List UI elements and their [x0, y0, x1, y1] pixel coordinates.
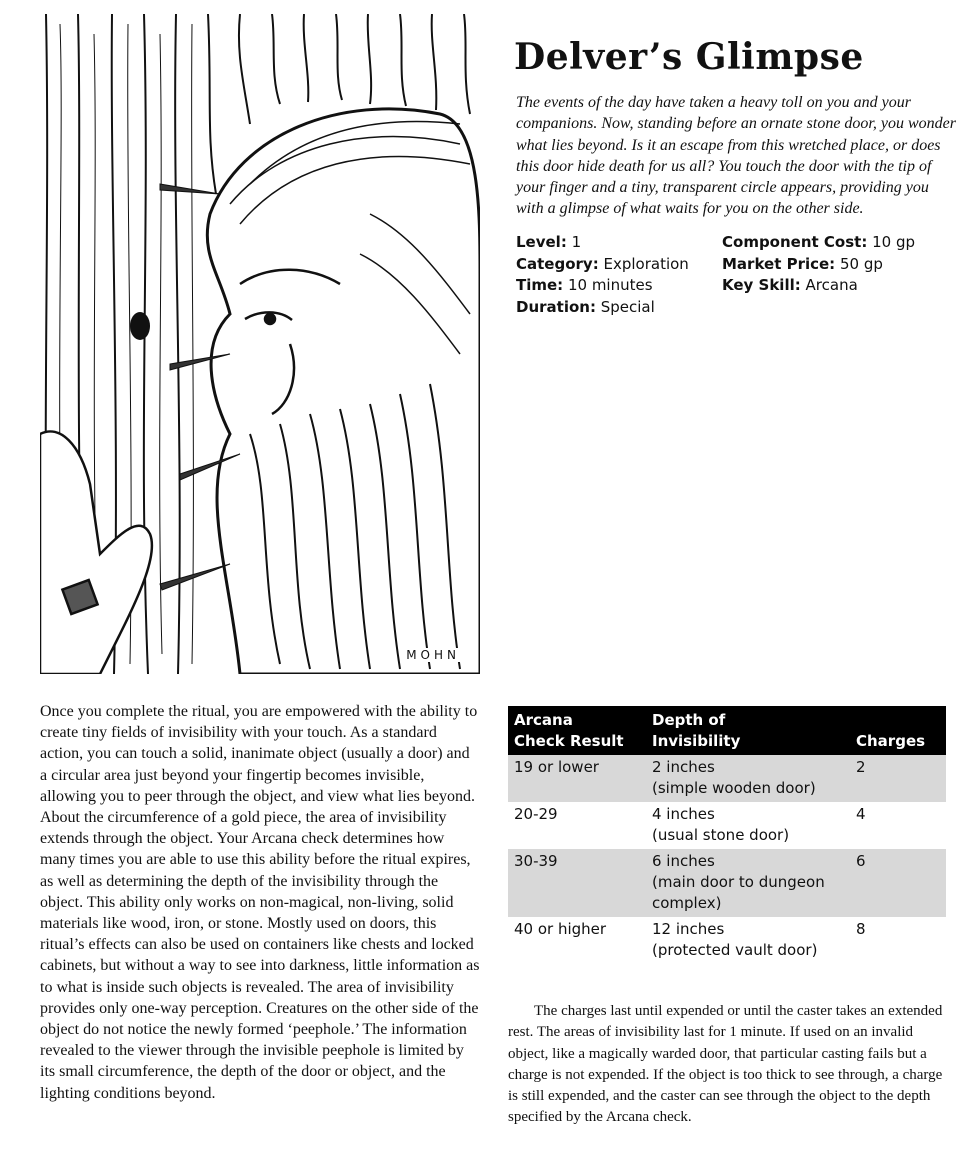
- table-row: [508, 755, 946, 802]
- stat-time: Time: 10 minutes: [516, 276, 653, 294]
- cell-depth: 6 inches (main door to dungeon complex): [646, 849, 850, 917]
- cell-depth: 2 inches (simple wooden door): [646, 755, 850, 802]
- cell-charges: 8: [856, 920, 866, 938]
- cell-charges: 6: [850, 849, 946, 917]
- stats-right-column: [722, 232, 915, 297]
- ritual-title: Delver’s Glimpse: [514, 36, 864, 78]
- table-row: [508, 802, 946, 849]
- cell-result: 40 or higher: [514, 920, 607, 938]
- arcana-check-table: [508, 706, 946, 964]
- header-charges: Charges: [850, 706, 946, 755]
- cell-result: 19 or lower: [508, 755, 646, 802]
- charges-note: The charges last until expended or until the caster takes an extended rest. The areas of invisibility last for 1 minute. If used on an invalid object, like a magically warded door, that particular casting fails but a charge is not expended. If the object is too thick to see through, a charge is still expended, and the caster can see through the object to the depth specified by the Arcana check.: [508, 1003, 943, 1126]
- stats-left-column: [516, 232, 689, 318]
- stat-duration: Duration: Special: [516, 297, 655, 316]
- artist-signature: MOHN: [406, 648, 460, 662]
- table-header-row: [508, 706, 946, 755]
- cell-depth: 4 inches (usual stone door): [652, 805, 790, 844]
- stat-level: Level: 1: [516, 233, 582, 251]
- stat-component-cost: Component Cost: 10 gp: [722, 233, 916, 251]
- ritual-description: Once you complete the ritual, you are empowered with the ability to create tiny fields of invisibility with your touch. As a standard action, you can touch a solid, inanimate object (usually a door) and a circular area just beyond your fingertip becomes invisible, allowing you to peer through the object, and view what lies beyond. About the circumference of a gold piece, the area of invisibility extends through the object. Your Arcana check determines how many times you are able to use this ability before the ritual expires, as well as determining the depth of the invisibility through the object. This ability only works on non-magical, non-living, solid materials like wood, iron, or stone. Mostly used on doors, this ritual’s effects can also be used on containers like chests and locked cabinets, but without a way to see into darkness, little information as to what is inside such objects is revealed. The area of invisibility provides only one-way perception. Creatures on the other side of the object do not notice the newly formed ‘peephole.’ The information revealed to the viewer through the invisible peephole is limited by its small circumference, the depth of the door or object, and the lighting conditions beyond.: [40, 703, 480, 1102]
- cell-depth: 12 inches (protected vault door): [652, 920, 818, 959]
- header-check-result: Arcana Check Result: [508, 706, 646, 755]
- flavor-text: The events of the day have taken a heavy toll on you and your companions. Now, standing before an ornate stone door, you wonder what lies beyond. Is it an escape from this wretched place, or does this door hide death for us all? You touch the door with the tip of your finger and a tiny, transparent circle appears, providing you with a glimpse of what waits for you on the other side.: [516, 94, 956, 218]
- cell-charges: 4: [856, 805, 866, 823]
- cell-result: 20-29: [514, 805, 558, 823]
- stat-category: Category: Exploration: [516, 254, 689, 273]
- table-row: [508, 917, 946, 964]
- dwarf-peering-through-door-illustration: [40, 14, 480, 674]
- header-depth: Depth of Invisibility: [646, 706, 850, 755]
- table-row: [508, 849, 946, 917]
- cell-charges: 2: [850, 755, 946, 802]
- stat-key-skill: Key Skill: Arcana: [722, 276, 858, 294]
- cell-result: 30-39: [508, 849, 646, 917]
- stat-market-price: Market Price: 50 gp: [722, 254, 883, 273]
